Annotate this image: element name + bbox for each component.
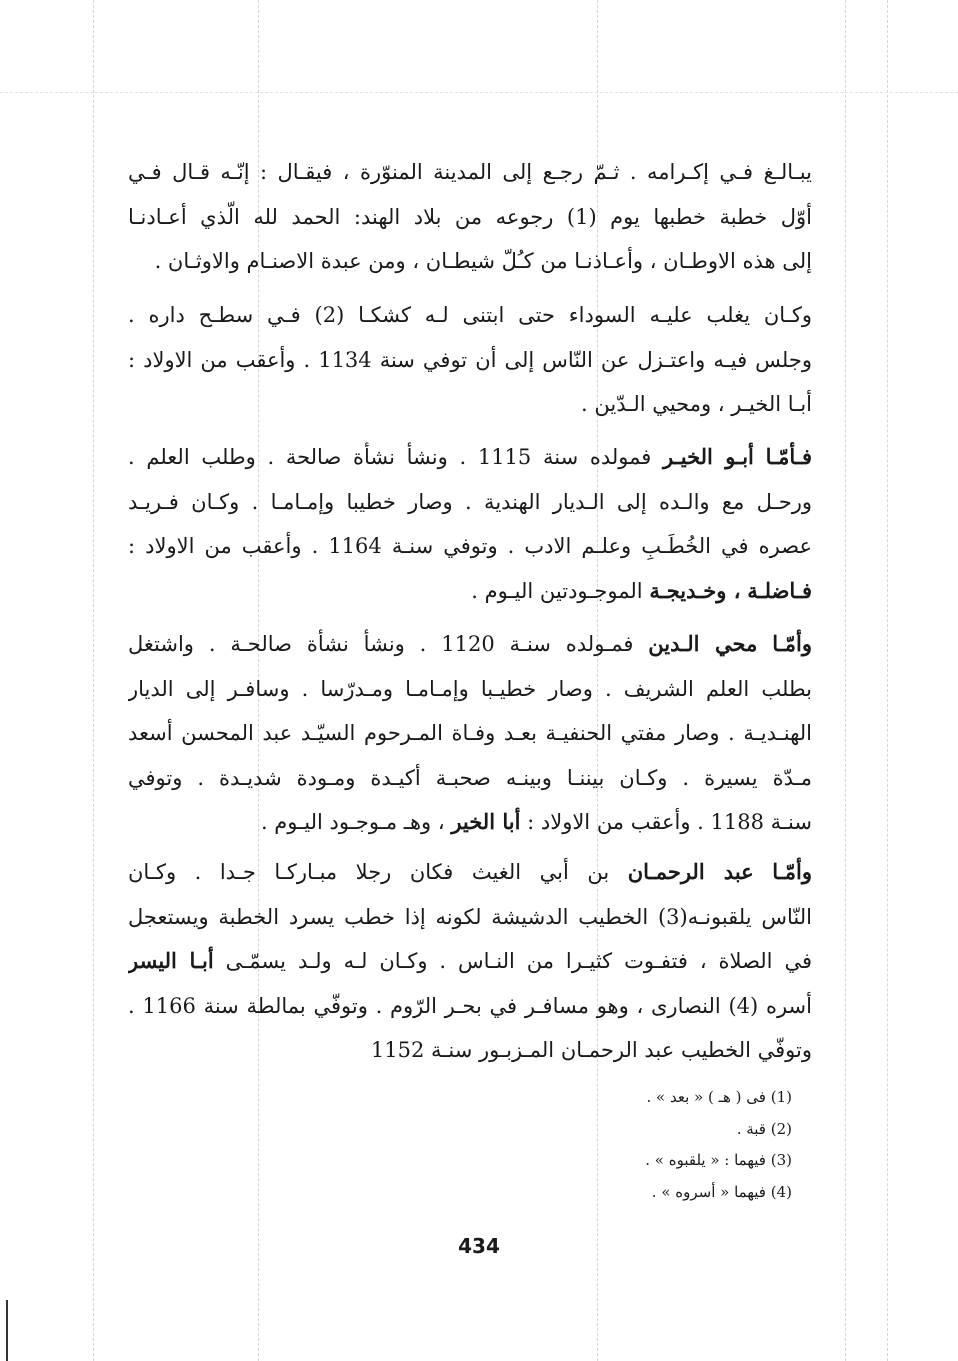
text-line: عصره في الخُطَـبِ وعلـم الادب . وتوفي سنـة 1164 . وأعقب من الاولاد : (128, 534, 812, 559)
text-line: الهنـديـة . وصار مفتي الحنفيـة بعـد وفـاة المـرحوم السيّـد عبد المحسن أسعد (128, 721, 812, 746)
text-line: النّاس يلقبونـه(3) الخطيب الدشيشة لكونه إذا خطب يسرد الخطبة ويستعجل (128, 904, 812, 929)
person-name: محي الـدين (648, 631, 758, 656)
scan-guide-line (887, 0, 888, 1361)
paragraph-5 (128, 850, 812, 1073)
footnotes (530, 1082, 792, 1208)
text-line: مـدّة يسيرة . وكـان بيننـا وبينـه صحبـة أكيـدة ومـودة شديـدة . وتوفي (128, 765, 812, 790)
paragraph-3 (128, 435, 812, 613)
scan-edge-mark (6, 1300, 8, 1361)
text-line: وجلس فيـه واعتـزل عن النّاس إلى أن توفي سنة 1134 . وأعقب من الاولاد : (128, 347, 812, 372)
text-line (128, 435, 812, 480)
text-span: فمولده سنة 1115 . ونشأ نشأة صالحة . وطلب العلم . (128, 445, 652, 469)
text-span: سنـة 1188 . وأعقب من الاولاد : (527, 810, 812, 835)
text-span: بن أبي الغيث فكان رجلا مبـاركـا جـدا . وكـان (128, 860, 610, 884)
person-name: فـاضلـة (747, 577, 812, 603)
scan-guide-line (0, 92, 958, 93)
person-name: أبا الخير (451, 809, 521, 835)
paragraph-lead: فـأمّـا (765, 444, 812, 469)
text-line: بطلب العلم الشريف . وصار خطيـبا وإمـامـا ومـدرّسا . وسافـر إلى الديار (128, 676, 812, 701)
text-line: أبـا الخيـر ، ومحيي الـدّين . (581, 392, 812, 417)
person-name: أبـا اليسر (128, 948, 214, 974)
footnote: (2) قبة . (736, 1119, 792, 1138)
person-name: ، وخـديجـة (649, 577, 741, 603)
page-number: 434 (458, 1234, 500, 1258)
text-span: الموجـودتين اليـوم . (471, 578, 643, 603)
paragraph-4 (128, 622, 812, 845)
paragraph-2 (128, 293, 812, 427)
text-line: ورحـل مع والـده إلى الـديار الهندية . وصار خطيبا وإمـامـا . وكـان فـريـد (128, 489, 812, 514)
text-line (128, 939, 812, 984)
footnote: (4) فيهما « أسروه » . (651, 1182, 792, 1201)
text-line (128, 850, 812, 895)
paragraph-1 (128, 150, 812, 284)
footnote: (1) فى ( هـ ) « بعد » . (646, 1088, 792, 1106)
text-span: ، وهـ مـوجـود اليـوم . (260, 810, 445, 835)
scan-guide-line (93, 0, 94, 1361)
text-line: وتوفّي الخطيب عبد الرحمـان المـزبـور سنـة 1152 (370, 1038, 812, 1063)
text-line: أوّل خطبة خطبها يوم (1) رجوعه من بلاد الهند: الحمد لله الّذي أعـادنـا (128, 204, 812, 229)
text-span: في الصلاة ، فتفـوت كثيـرا من النـاس . وكـان لـه ولـد يسمّـى (225, 949, 812, 974)
paragraph-lead: وأمّـا (772, 859, 812, 884)
text-line (128, 800, 812, 845)
person-name: عبد الرحمـان (627, 859, 754, 884)
text-line: أسره (4) النصارى ، وهو مسافـر في بحـر الرّوم . وتوفّي بمالطة سنة 1166 . (128, 993, 812, 1018)
footnote: (3) فيهما : « يلقبوه » . (645, 1151, 792, 1169)
text-line: إلى هذه الاوطـان ، وأعـاذنـا من كـُلّ شيطـان ، ومن عبدة الاصنـام والاوثـان . (154, 249, 812, 274)
person-name: أبـو الخيـر (663, 444, 754, 469)
paragraph-lead: وأمّـا (772, 631, 812, 656)
text-span: فمـولده سنـة 1120 . ونشأ نشأة صالحـة . واشتغل (128, 632, 634, 656)
text-line: يبـالـغ فـي إكـرامه . ثـمّ رجـع إلى المدينة المنوّرة ، فيقـال : إنّـه قـال فـي (128, 160, 812, 184)
text-line: وكـان يغلب عليـه السوداء حتى ابتنى لـه كشكـا (2) فـي سطـح داره . (128, 303, 812, 327)
text-line (128, 569, 812, 614)
scan-guide-line (845, 0, 846, 1361)
text-line (128, 622, 812, 667)
